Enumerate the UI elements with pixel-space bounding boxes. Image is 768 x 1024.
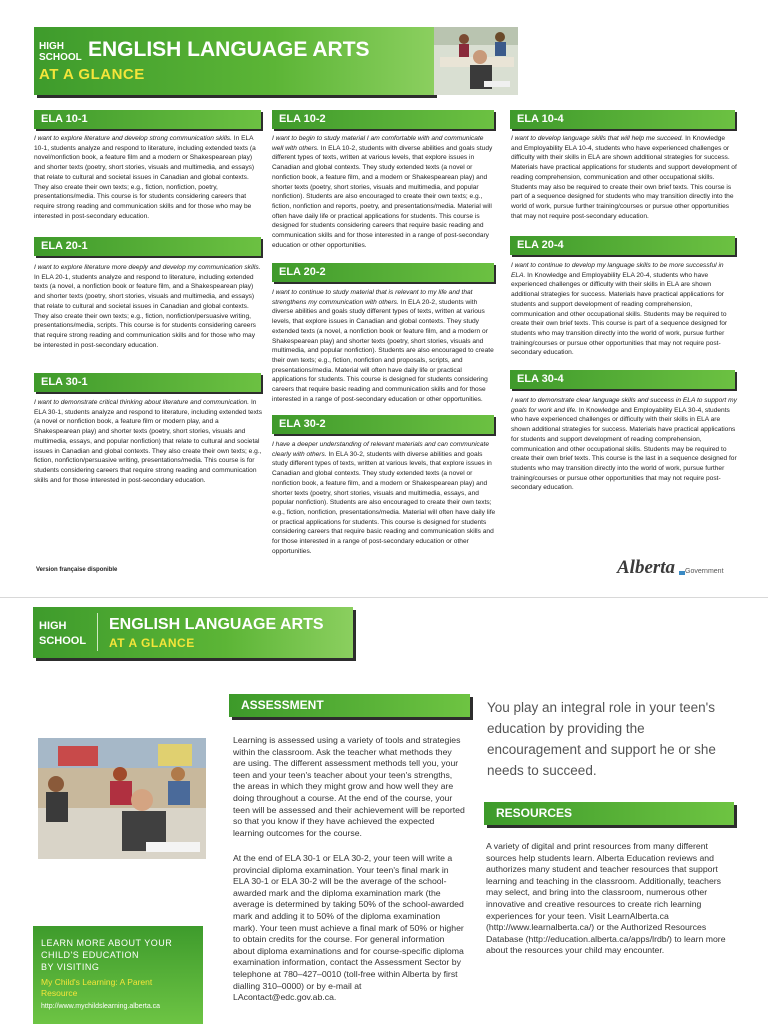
course-body-ela-10-4: In Knowledge and Employability ELA 10-4, students who have experienced challenges or difficulty with their skills in ELA are shown additional strategies for success. Materials have practical applications for students and support development of reading comprehension, communication and other occupational skills. Students may also be required to create their own brief texts. This course is part of a sequence designed for students who may transition directly into the world of work, pursue further training/courses or pursue other opportunities that may not require post-secondary education. <box>511 135 737 220</box>
course-lead-ela-20-1: I want to explore literature more deeply and develop my communication skills. <box>34 264 261 271</box>
learn-more-url-link[interactable]: http://www.mychildslearning.alberta.ca <box>41 1003 161 1010</box>
learn-more-line-1: LEARN MORE ABOUT YOUR <box>41 938 173 948</box>
course-label-ela-20-2: ELA 20-2 <box>272 263 494 282</box>
course-label-ela-20-4: ELA 20-4 <box>510 236 735 255</box>
course-label-ela-30-2: ELA 30-2 <box>272 415 494 434</box>
resource-title-line-2: Resource <box>41 988 78 998</box>
learn-more-line-2: CHILD'S EDUCATION <box>41 950 140 960</box>
page-2-title: ENGLISH LANGUAGE ARTS <box>109 616 324 633</box>
school-word-2: SCHOOL <box>39 635 87 647</box>
header-separator <box>97 613 98 651</box>
page-2-header <box>33 607 353 658</box>
government-wordmark: Government <box>685 568 724 575</box>
course-desc-ela-10-1 <box>34 134 264 221</box>
course-label-ela-10-1: ELA 10-1 <box>34 110 261 129</box>
course-desc-ela-20-2 <box>272 288 496 404</box>
course-desc-ela-10-4 <box>511 134 737 221</box>
high-school-label-2 <box>39 619 86 649</box>
course-body-ela-10-2: In ELA 10-2, students with diverse abilities and goals study different types of texts, written at various levels, that explore issues in Canadian and global contexts. They study extended texts (a novel or nonfiction book, a feature film, and a modern or Shakespearean play) and shorter texts (poetry, short stories, visuals and multimedia, and popular nonfiction). Students are also encouraged to create their own texts; e.g., fiction, nonfiction and reports, poetry, and presentations/media. Material will often have daily life or practical applications for students. This course is designed for students considering careers that require basic reading and communication skills and for those interested in a range of post-secondary education or other opportunities. <box>272 144 493 249</box>
page-subtitle: AT A GLANCE <box>39 66 145 83</box>
course-body-ela-30-2: In ELA 30-2, students with diverse abilities and goals study different types of texts, written at various levels, that explore issues in Canadian and global contexts. They study extended texts (a novel or nonfiction book, a feature film, and a modern or Shakespearean play) and shorter texts (poetry, short stories, visuals and multimedia, essays, and popular nonfiction). Students are also encouraged to create their own texts; e.g., fiction, nonfiction, presentations/media. Material will often have daily life or practical applications for students. This course is designed for students considering careers that require basic reading and communication skills and for those interested in a range of post-secondary education or other opportunities. <box>272 450 496 555</box>
course-label-ela-10-4: ELA 10-4 <box>510 110 735 129</box>
high-school-label <box>39 41 82 63</box>
page-title: ENGLISH LANGUAGE ARTS <box>88 38 370 61</box>
course-lead-ela-20-2: I want to continue to study material that is relevant to my life and that strengthens my communication with others. <box>272 289 473 306</box>
school-word: SCHOOL <box>39 52 82 63</box>
course-lead-ela-10-1: I want to explore literature and develop strong communication skills. <box>34 135 232 142</box>
course-body-ela-10-1: In ELA 10-1, students analyze and respond to literature, including extended texts (a novel/nonfiction book, a feature film and a modern or Shakespearean play) and shorter texts (poetry, short stories, visuals and multimedia, and essays) that relate to cultural and societal issues in Canadian and global contexts. They also create their own texts; e.g., fiction, nonfiction, poetry, presentations/media. This course is for students considering careers that require strong reading and communication skills and for those who may be interested in post-secondary education. <box>34 135 256 220</box>
page-1-header <box>34 27 434 95</box>
course-label-ela-30-1: ELA 30-1 <box>34 373 261 392</box>
students-photo <box>38 738 206 859</box>
resource-title-line-1: My Child's Learning: A Parent <box>41 977 153 987</box>
course-desc-ela-20-1 <box>34 263 264 350</box>
page-2-subtitle: AT A GLANCE <box>109 636 195 650</box>
course-desc-ela-10-2 <box>272 134 496 250</box>
course-body-ela-30-1: In ELA 30-1, students analyze and respond to literature, including extended texts (a novel or nonfiction book, a feature film or modern play, and a Shakespearean play) and shorter texts (poetry, short stories, visuals and multimedia, essays, and popular nonfiction) that relate to cultural and societal issues in Canadian and global contexts. They also create their own texts; e.g., fiction, nonfiction/persuasive writing, presentations/media. This course is for students considering careers that require strong reading and communication skills and for those interested in post-secondary education. <box>34 399 262 484</box>
course-lead-ela-30-1: I want to demonstrate critical thinking about literature and communication. <box>34 399 250 406</box>
assessment-paragraph-1: Learning is assessed using a variety of tools and strategies within the classroom. Ask the teacher what methods they are using. The different assessment methods tell you, your teen and your teen's teacher about your teen's strengths, the areas in which they might grow and how well they are doing throughout a course. At the end of the course, your teen will be assessed and their achievement will be reported so that you know if they have achieved the expected learning outcomes for the course. <box>233 735 465 838</box>
course-desc-ela-30-4 <box>511 396 737 493</box>
assessment-heading: ASSESSMENT <box>229 694 470 717</box>
learn-more-resource-title <box>41 977 203 999</box>
assessment-paragraph-2: At the end of ELA 30-1 or ELA 30-2, your teen will write a provincial diploma examination. Your teen's final mark in ELA 30-1 or ELA 30-2 will be the average of the school-awarded mark and the diploma examination mark (the average is determined by taking 50% of the school-awarded mark and adding it to 50% of the diploma examination mark). Your teen must achieve a final mark of 50% or higher to obtain credits for the course. For general information about diploma examinations and for course-specific diploma examination information, contact the Assessment Sector by telephone at 780–427–0010 (toll-free within Alberta by first dialling 310–0000) or by e-mail at LAcontact@edc.gov.ab.ca. <box>233 853 464 1003</box>
course-lead-ela-30-2: I have a deeper understanding of relevant materials and can communicate clearly with others. <box>272 441 489 458</box>
course-lead-ela-10-2: I want to begin to study material I am comfortable with and communicate well with others. <box>272 135 484 152</box>
learn-more-box <box>33 926 203 1024</box>
high-word-2: HIGH <box>39 620 67 632</box>
course-lead-ela-10-4: I want to develop language skills that will help me succeed. <box>511 135 684 142</box>
resources-text: A variety of digital and print resources from many different sources help students learn. Alberta Education reviews and authorizes many student and teacher resources that support learning and teaching in the classroom. Additionally, teachers may select, and bring into the classroom, numerous other innovative and creative resources to create rich learning experiences for your teen. Visit LearnAlberta.ca (http://www.learnalberta.ca/) or the Authorized Resources Database (http://education.alberta.ca/apps/lrdb/) to learn more about the resources your child may encounter. <box>486 841 726 956</box>
high-word: HIGH <box>39 41 64 52</box>
alberta-government-logo <box>617 557 737 581</box>
course-body-ela-30-4: In Knowledge and Employability ELA 30-4, students who have experienced challenges or difficulty with their skills in ELA are shown additional strategies for success. Materials have practical applications for students and support development of reading comprehension, communication and other occupational skills. Students may be required to create their own brief texts. This course is the last in a sequence designed for students who may transition directly into the world of work, pursue further training/courses or pursue other opportunities that may not require post-secondary education. <box>511 406 737 492</box>
classroom-photo <box>434 27 518 95</box>
french-version-note: Version française disponible <box>36 567 118 573</box>
course-label-ela-30-4: ELA 30-4 <box>510 370 735 389</box>
course-label-ela-20-1: ELA 20-1 <box>34 237 261 256</box>
course-lead-ela-20-4: I want to continue to develop my language skills to be more successful in ELA. <box>511 262 724 279</box>
course-desc-ela-30-1 <box>34 398 264 485</box>
resources-heading: RESOURCES <box>484 802 734 825</box>
alberta-wordmark: Alberta <box>617 557 676 578</box>
course-body-ela-20-1: In ELA 20-1, students analyze and respond to literature, including extended texts (a novel, a nonfiction book or feature film, and a Shakespearean play) and shorter texts (poetry, short stories, visuals and multimedia, and essays) that relate to cultural and societal issues in Canadian and global contexts. They also create their own texts; e.g., fiction, nonfiction/persuasive writing, presentations/media, scripts. This course is for students considering careers that require strong reading and communication skills and for those who may be interested in post-secondary education. <box>34 273 256 349</box>
course-lead-ela-30-4: I want to demonstrate clear language skills and success in ELA to support my goals for work and life. <box>511 397 737 414</box>
course-body-ela-20-4: In Knowledge and Employability ELA 20-4, students who have experienced challenges or difficulty with their skills in ELA are shown additional strategies for success. Materials have practical applications for students and support development of reading comprehension, communication and other occupational skills. Students may be required to create their own brief texts. This course is part of a sequence designed for students who may transition directly into the world of work, pursue further training/courses or pursue other opportunities that may not require post-secondary education. <box>511 271 728 357</box>
parent-role-quote: You play an integral role in your teen's education by providing the encouragement and support he or she needs to succeed. <box>487 700 716 778</box>
course-desc-ela-20-4 <box>511 261 737 358</box>
course-label-ela-10-2: ELA 10-2 <box>272 110 494 129</box>
learn-more-line-3: BY VISITING <box>41 962 100 972</box>
course-body-ela-20-2: In ELA 20-2, students with diverse abilities and goals study different types of texts, written at various levels, that explore issues in Canadian and global contexts. They study extended texts (a novel, a nonfiction book or feature film, and a modern or Shakespearean play) and shorter texts (poetry, short stories, visuals and multimedia, and popular nonfiction). Students are also encouraged to create their own texts; e.g., fiction, nonfiction and proposals, scripts, and presentations/media. Material will often have daily life or practical applications for students. This course is designed for students considering careers that require basic reading and communication skills and for those interested in a range of post-secondary education or other opportunities. <box>272 298 494 403</box>
course-desc-ela-30-2 <box>272 440 496 556</box>
learn-more-heading <box>41 937 203 973</box>
